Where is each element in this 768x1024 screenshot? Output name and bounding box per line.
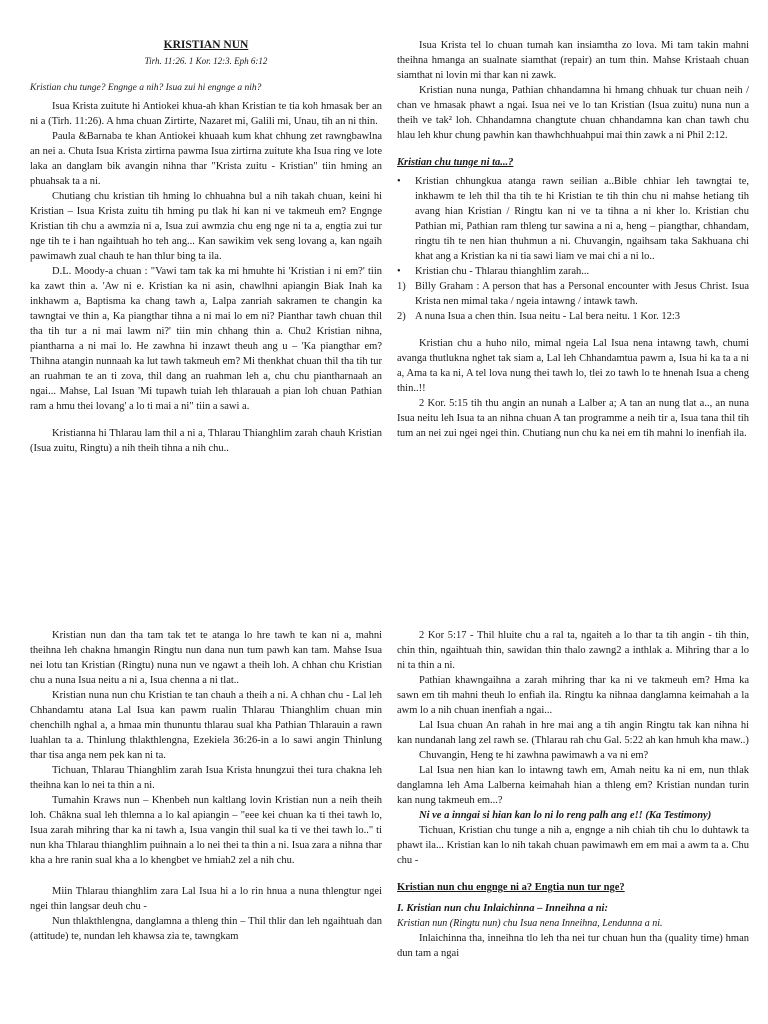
intro-question: Kristian chu tunge? Engnge a nih? Isua zui hi engnge a nih?	[30, 83, 262, 93]
bullet-icon: •	[397, 266, 401, 277]
paragraph: Nun thlakthlengna, danglamna a thleng thin – Thil thlir dan leh ngaihtuah dan (attitude) te, nundan leh khawsa zia te, tawngkam	[30, 916, 382, 942]
paragraph: Kristian chu a huho nilo, mimal ngeia Lal Isua nena intawng tawh, chumi avanga thutlukna nghet tak siam a, Lal leh Chhandamtua pawm a, Isua hi ka ta a ni a, Ama ta ka ni, A tel lova nung thei tawh lo, tlei zo tawh lo te hnenah Isua a cheng thin..!!	[397, 338, 749, 394]
paragraph: 2 Kor. 5:15 tih thu angin an nunah a Lalber a; A tan an nung tlat a.., an nuna Isua neitu leh Isua ta an nihna chuan A tan programme a neih tir a, Isua tana thil tih tum an nei zui ngei ngei thin. Chutiang nun chu ka nei em tih mahni lo inenfiah ila.	[397, 398, 749, 439]
paragraph: Kristian nun dan tha tam tak tet te atanga lo hre tawh te kan ni a, mahni theihna leh chakna hmangin Ringtu nun dana nun tum pawh kan tam. Mahse Isua nei lotu tan Kristian (Ringtu) nuna nun ve ngawt a theih loh. A chhan chu Kristian chu a nuna Isua neitu a ni a, Isua chenna a ni tlat..	[30, 630, 382, 686]
paragraph: Isua Krista zuitute hi Antiokei khua-ah khan Kristian te tia koh hmasak ber an ni a (Tirh. 11:26). A hma chuan Zirtirte, Nazaret mi, Galili mi, Unau, tih an ni thin.	[30, 101, 382, 127]
scripture-references: Tirh. 11:26. 1 Kor. 12:3. Eph 6:12	[144, 56, 268, 66]
subsection-heading: I. Kristian nun chu Inlaichinna – Inneihna a ni:	[397, 903, 608, 914]
bullet-item: • Kristian chhungkua atanga rawn seilian a..Bible chhiar leh tawngtai te, inkhawm te leh thil tha tih te hi Kristian te tih thin chu ni mahse hetiang tih avang hian Kristian / Ringtu kan ni ve ta tihna a ni kher lo. Kristian chu Pathian mi, Pathian ram thleng tur sawina a ni a, heng – piangthar, chhandam, ringtu tih te nen hian thuhmun a ni. Chuvangin, ngaihsam taka Sakhuana chi khat ang a Kristian ka ni tia sawi liam ve mai chi a ni lo..	[397, 176, 749, 262]
paragraph: Lal Isua chuan An rahah in hre mai ang a tih angin Ringtu tak kan nihna hi kan nundanah lang zel rawh se. (Thlarau rah chu Gal. 5:22 ah kan hmuh kha maw..)	[397, 720, 749, 746]
bullet-icon: •	[397, 176, 401, 187]
paragraph: Miin Thlarau thianghlim zara Lal Isua hi a lo rin hnua a nuna thlengtur ngei ngei thin langsar deuh chu -	[30, 886, 382, 912]
bottom-right-column	[397, 628, 749, 961]
bullet-item: • Kristian chu - Thlarau thianghlim zarah...	[397, 266, 590, 277]
paragraph: 2 Kor 5:17 - Thil hluite chu a ral ta, ngaiteh a lo thar ta tih angin - tih thin, chin thin, ngaihtuah thin, sawidan thin thalo zawng2 a inthlak a. Mihring thar a lo ni ta thin a ni.	[397, 630, 749, 671]
paragraph: Paula &Barnaba te khan Antiokei khuaah kum khat chhung zet rawngbawlna an nei a. Chuta Isua Krista zirtirna pawma Isua zirtirna zuitute kha Isua ring ve lote laka an danglam bik avangin nihna thar "Krista zuitu - Kristian" tiin hming an phuahsak ta a ni.	[30, 131, 382, 187]
paragraph: Kristianna hi Thlarau lam thil a ni a, Thlarau Thianghlim zarah chauh Kristian (Isua zuitu, Ringtu) a nih theih tihna a nih chu..	[30, 428, 382, 454]
section-heading: Kristian chu tunge ni ta...?	[397, 157, 514, 168]
paragraph: Isua Krista tel lo chuan tumah kan insiamtha zo lova. Mi tam takin mahni theihna hmanga an sualnate siamthat (repair) an tum thin. Mahse Kristaah chuan siamthat ni lovin mi thar kan ni zawk.	[397, 40, 749, 81]
subsection-subtitle: Kristian nun (Ringtu nun) chu Isua nena Inneihna, Lendunna a ni.	[397, 918, 663, 929]
paragraph: Inlaichinna tha, inneihna tlo leh tha nei tur chuan hun tha (quality time) hman dun tam a ngai	[397, 933, 749, 959]
paragraph: Ni ve a inngai si hian kan lo ni lo reng palh ang e!! (Ka Testimony)	[419, 810, 712, 821]
paragraph: Chuvangin, Heng te hi zawhna pawimawh a va ni em?	[419, 750, 649, 761]
paragraph: Tichuan, Thlarau Thianghlim zarah Isua Krista hnungzui thei tura chakna leh theihna kan lo nei ta thin a ni.	[30, 765, 382, 791]
paragraph: Pathian khawngaihna a zarah mihring thar ka ni ve takmeuh em? Hma ka sawn em tih mahni theuh lo enfiah ila. Ringtu ka nihnaa danglamna keimahah a la awm lo a nih chuan inenfiah a ngai...	[397, 675, 749, 716]
top-right-column	[397, 38, 749, 441]
paragraph: Kristian nuna nun chu Kristian te tan chauh a theih a ni. A chhan chu - Lal leh Chhandamtu atana Lal Isua kan pawm rualin Thlarau Thianghlim chuan min chenchilh nghal a, a hmaa min thununtu thlarau sual kha Pathian Thlarauin a rawn luahlan ta a. Thinlung thlakthlengna, Ezekiela 36:26-in a lo sawi angin Thinlung thar tisa anga nem pek kan ni ta.	[30, 690, 382, 761]
bottom-left-column	[30, 628, 382, 944]
moody-quote: D.L. Moody-a chuan : "Vawi tam tak ka mi hmuhte hi 'Kristian i ni em?' tiin ka zawt thin a. 'Aw ni e. Kristian ka ni asin, chawlhni apiangin Biak Inah ka inkhawm a, Baptisma ka chang tawh a, Lalpa zanriah sakramen te changin ka tawngtai ve thin a, Ka piangthar tihna a ni mai lo em ni? Pianthar tawh chuan thil tha tih tur a ni mai lawm ni?' tiin min chhang thin a. Chu2 Kristian nihna, piantharna a ni mai lo. He zawhna hi inzawt theuh ang u – 'Ka piangthar em? Thihna atangin nunnaah ka lut tawh takmeuh em? Mi thenkhat chuan thil tha tih tur an ruahman te an ti zova, thil dang an ruahman leh a, chu chu piantharnaah an ngai... Mahse, Lal Isuan 'Mi tupawh tuiah leh thlarauah a pian loh chuan Pathian ram a hmu thei lovang' a lo ti mai a ni" tiin a sawi a.	[30, 266, 382, 412]
paragraph: Lal Isua nen hian kan lo intawng tawh em, Amah neitu ka ni em, nun thlak danglamna leh Ama Lalberna keimahah hian a thleng em? Kristian nundan turin kan nung takmeuh em...?	[397, 765, 749, 806]
top-left-column	[30, 38, 382, 456]
paragraph: Tumahin Kraws nun – Khenbeh nun kaltlang lovin Kristian nun a neih theih loh. Châkna sual leh thlemna a lo kal apiangin – "eee kei chuan ka ti thei tawh lo, Isua zarah mihring thar ka ni tawh a, Isua vangin thil sual ka ti ve thei tawh lo.." ti nun kha Thlarau thianghlim puihnain a lo nei thei ta thin a ni. Isua zara a nihna thar kha a hre ranin sual kha a lo khengbet ve hmiah2 zel a nih chu.	[30, 795, 382, 866]
numbered-item: 1) Billy Graham : A person that has a Personal encounter with Jesus Christ. Isua Krista nen mimal taka / ngeia intawng / intawk tawh.	[397, 281, 749, 307]
paragraph: Tichuan, Kristian chu tunge a nih a, engnge a nih chiah tih chu lo duhtawk ta phawt ila... Kristian kan lo nih takah chuan pawimawh em em mai a awm ta a. Chu chu -	[397, 825, 749, 866]
paragraph: Kristian nuna nunga, Pathian chhandamna hi hmang chhuak tur chuan neih / chan ve hmasak phawt a ngai. Isua nei ve lo tan Kristian (Isua zuitu) nuna nun a theih ve tak² loh. Chhandamna changtute chuan chhandamna kan chan tawh chu hlau leh khur chung pawhin kan thawhchhuahpui mai thin zawk a ni Phil 2:12.	[397, 85, 749, 141]
paragraph: Chutiang chu kristian tih hming lo chhuahna bul a nih takah chuan, keini hi Kristian – Isua Krista zuitu tih hming pu tlak hi kan ni ve takmeuh em? Engnge Kristian tih chu a awmzia ni a, Isua zui awmzia chu eng nge ni ta a, engtia zui tur nge tih te i han ngaihtuah ho teh ang... Kan sawikim vek seng lovang a, kan ngaih pawimawh zual chauh te han thlur bing ta ila.	[30, 191, 382, 262]
section-heading: Kristian nun chu engnge ni a? Engtia nun tur nge?	[397, 882, 625, 893]
numbered-item: 2) A nuna Isua a chen thin. Isua neitu - Lal bera neitu. 1 Kor. 12:3	[397, 311, 681, 322]
document-title: KRISTIAN NUN	[163, 39, 249, 51]
